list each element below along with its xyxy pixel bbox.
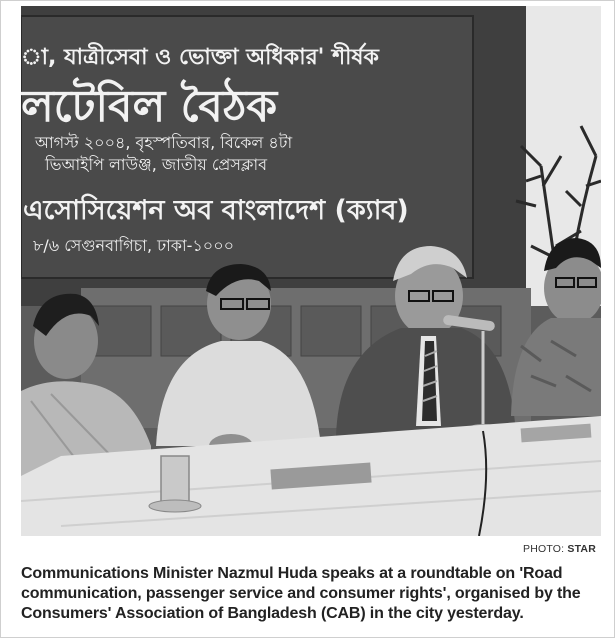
- banner-line-1: া, যাত্রীসেবা ও ভোক্তা অধিকার' শীর্ষক: [21, 45, 379, 70]
- banner-line-5: এসোসিয়েশন অব বাংলাদেশ (ক্যাব): [23, 195, 409, 226]
- photo-caption: Communications Minister Nazmul Huda speaks at a roundtable on 'Road communication, passenger service and consumer rights', organised by the Consumers' Association of Bangladesh (CAB) in the city yesterday.: [21, 565, 581, 622]
- photo-credit-source: STAR: [567, 543, 596, 555]
- photo-credit-label: PHOTO:: [523, 543, 565, 555]
- news-photo: [21, 6, 601, 536]
- banner-line-3: আগস্ট ২০০৪, বৃহস্পতিবার, বিকেল ৪টা: [35, 133, 293, 152]
- banner-line-6: ৮/৬ সেগুনবাগিচা, ঢাকা-১০০০: [33, 236, 235, 255]
- banner: [21, 16, 473, 278]
- banner-line-2: লটেবিল বৈঠক: [21, 81, 278, 132]
- banner-line-4: ভিআইপি লাউঞ্জ, জাতীয় প্রেসক্লাব: [45, 155, 267, 174]
- photo-credit: [523, 543, 596, 555]
